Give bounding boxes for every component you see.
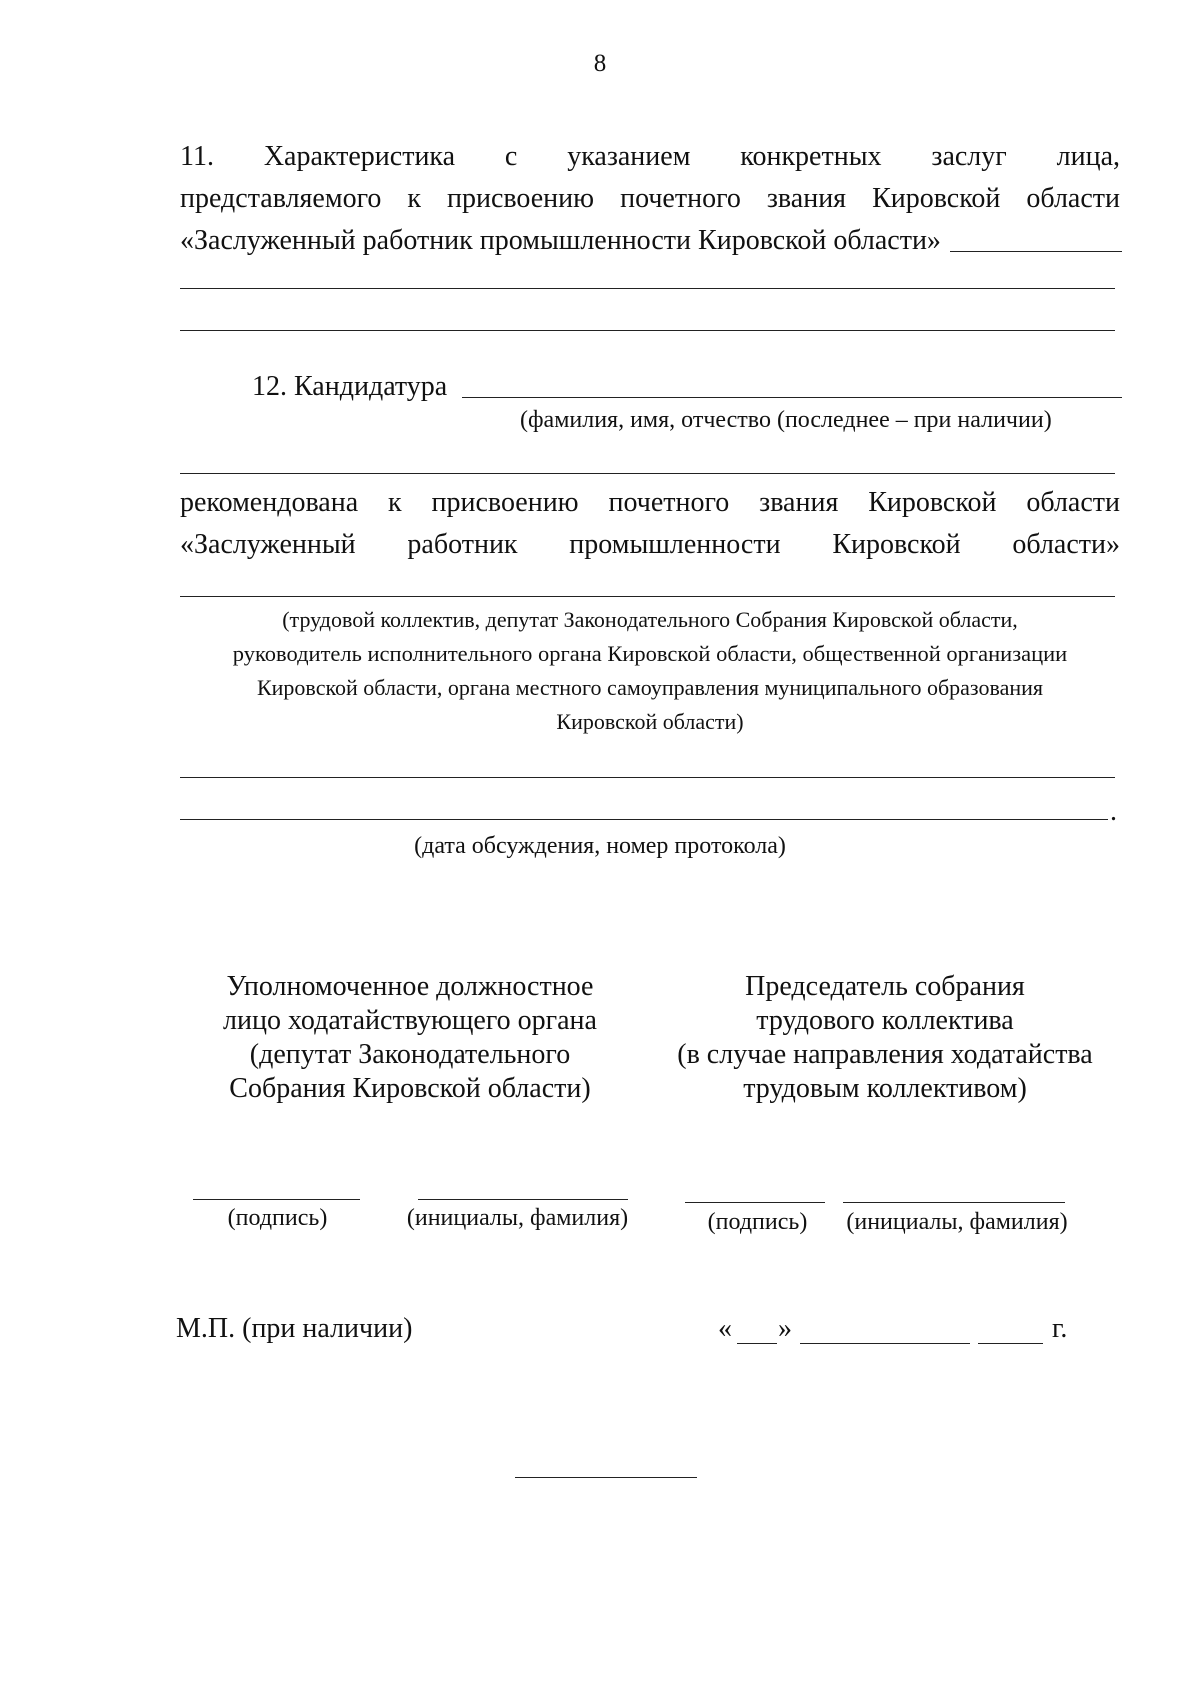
rec-line2: «Заслуженный работник промышленности Кировской области»: [180, 529, 1120, 560]
left-title-line-4: Собрания Кировской области): [229, 1073, 591, 1104]
date-year-line[interactable]: [978, 1343, 1043, 1344]
right-title-line-3: (в случае направления ходатайства: [677, 1039, 1093, 1070]
item12-label: 12. Кандидатура: [252, 371, 448, 402]
candidate-name-line[interactable]: [462, 397, 1122, 398]
body-caption-line-1: (трудовой коллектив, депутат Законодательного Собрания Кировской области,: [282, 607, 1018, 632]
right-title-line-1: Председатель собрания: [745, 971, 1025, 1002]
body-caption-line-4: Кировской области): [556, 709, 744, 734]
item11-line1: 11. Характеристика с указанием конкретных заслуг лица,: [180, 141, 1120, 172]
item11-fill-line-inline[interactable]: [950, 251, 1122, 252]
candidate-name-line-2[interactable]: [180, 473, 1115, 474]
nominating-body-line[interactable]: [180, 596, 1115, 597]
right-initials-line[interactable]: [843, 1202, 1065, 1203]
item11-line3-text: «Заслуженный работник промышленности Кировской области»: [180, 225, 941, 256]
fio-caption: (фамилия, имя, отчество (последнее – при наличии): [520, 407, 1052, 433]
left-title-line-1: Уполномоченное должностное: [226, 971, 594, 1002]
right-signature-caption: (подпись): [707, 1209, 808, 1235]
left-initials-caption: (инициалы, фамилия): [406, 1205, 629, 1231]
page-number: 8: [593, 50, 607, 77]
right-initials-caption: (инициалы, фамилия): [846, 1209, 1068, 1235]
date-open-quote: «: [718, 1313, 732, 1344]
left-signature-caption: (подпись): [227, 1205, 328, 1231]
seal-label: М.П. (при наличии): [176, 1313, 413, 1344]
right-title-line-4: трудовым коллективом): [743, 1073, 1027, 1104]
left-signature-line[interactable]: [193, 1199, 360, 1200]
right-signatory-title: [655, 970, 1115, 1106]
nominating-body-caption: [180, 603, 1120, 739]
item11-line2: представляемого к присвоению почетного звания Кировской области: [180, 183, 1120, 214]
date-protocol-caption: (дата обсуждения, номер протокола): [414, 833, 786, 859]
left-title-line-3: (депутат Законодательного: [249, 1039, 571, 1070]
date-year-suffix: г.: [1052, 1313, 1068, 1344]
protocol-line-1[interactable]: [180, 777, 1115, 778]
item11-line3: [180, 220, 941, 262]
left-initials-line[interactable]: [418, 1199, 628, 1200]
right-signature-line[interactable]: [685, 1202, 825, 1203]
protocol-line-2[interactable]: [180, 819, 1108, 820]
left-signatory-title: [180, 970, 640, 1106]
body-caption-line-2: руководитель исполнительного органа Кировской области, общественной организации: [232, 641, 1068, 666]
end-of-document-rule: [515, 1477, 697, 1478]
date-day-line[interactable]: [737, 1343, 777, 1344]
protocol-period: .: [1110, 796, 1117, 827]
rec-line1: рекомендована к присвоению почетного звания Кировской области: [180, 487, 1120, 518]
date-month-line[interactable]: [800, 1343, 970, 1344]
item11-fill-line-2[interactable]: [180, 330, 1115, 331]
date-close-quote: »: [778, 1313, 792, 1344]
left-title-line-2: лицо ходатайствующего органа: [223, 1005, 597, 1036]
right-title-line-2: трудового коллектива: [756, 1005, 1014, 1036]
body-caption-line-3: Кировской области, органа местного самоуправления муниципального образования: [256, 675, 1044, 700]
item11-fill-line-1[interactable]: [180, 288, 1115, 289]
